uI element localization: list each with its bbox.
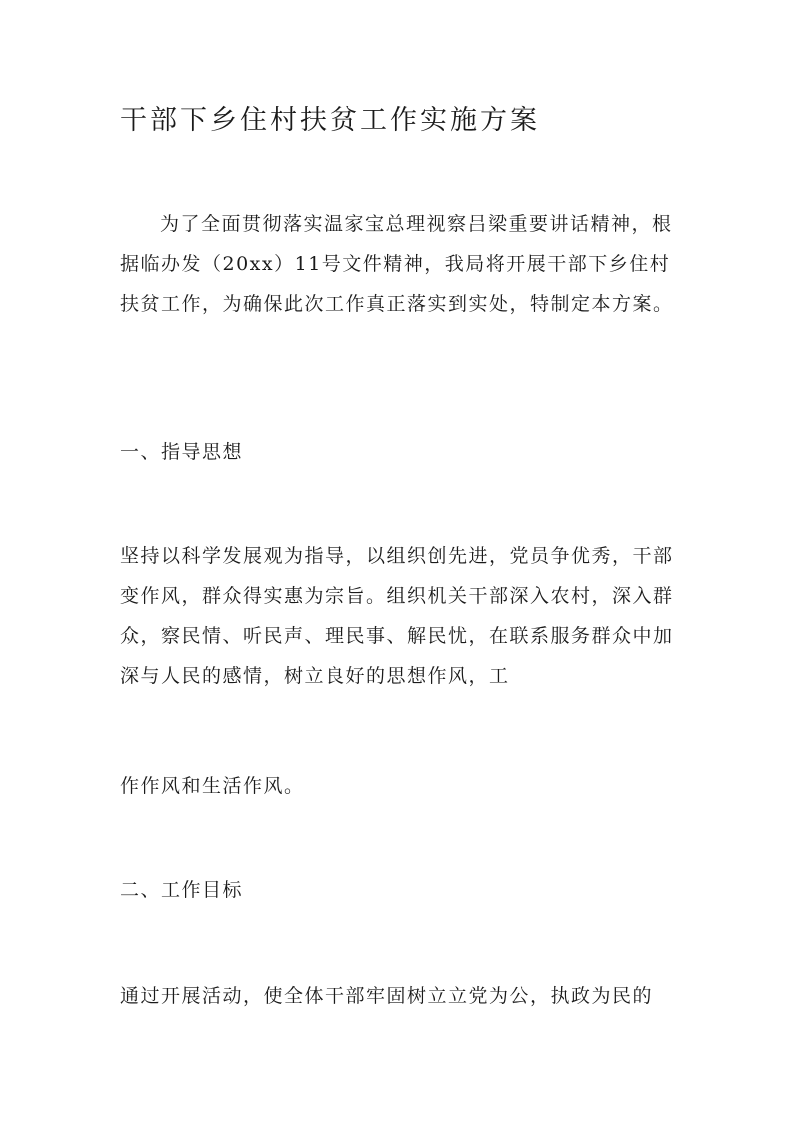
intro-paragraph: 为了全面贯彻落实温家宝总理视察吕梁重要讲话精神，根据临办发（20xx）11号文件精神，我局将开展干部下乡住村扶贫工作，为确保此次工作真正落实到实处，特制定本方案。 <box>120 213 674 315</box>
section-heading-work-goals: 二、工作目标 <box>120 879 244 901</box>
guiding-ideology-paragraph-continued: 作作风和生活作风。 <box>120 775 305 797</box>
document-title: 干部下乡住村扶贫工作实施方案 <box>120 105 540 136</box>
section-heading-guiding-ideology: 一、指导思想 <box>120 441 244 463</box>
guiding-ideology-paragraph: 坚持以科学发展观为指导，以组织创先进，党员争优秀，干部变作风，群众得实惠为宗旨。组织机关干部深入农村，深入群众，察民情、听民声、理民事、解民忧，在联系服务群众中加深与人民的感情，树立良好的思想作风，工 <box>120 545 674 687</box>
work-goals-paragraph: 通过开展活动，使全体干部牢固树立立党为公，执政为民的 <box>120 985 654 1007</box>
